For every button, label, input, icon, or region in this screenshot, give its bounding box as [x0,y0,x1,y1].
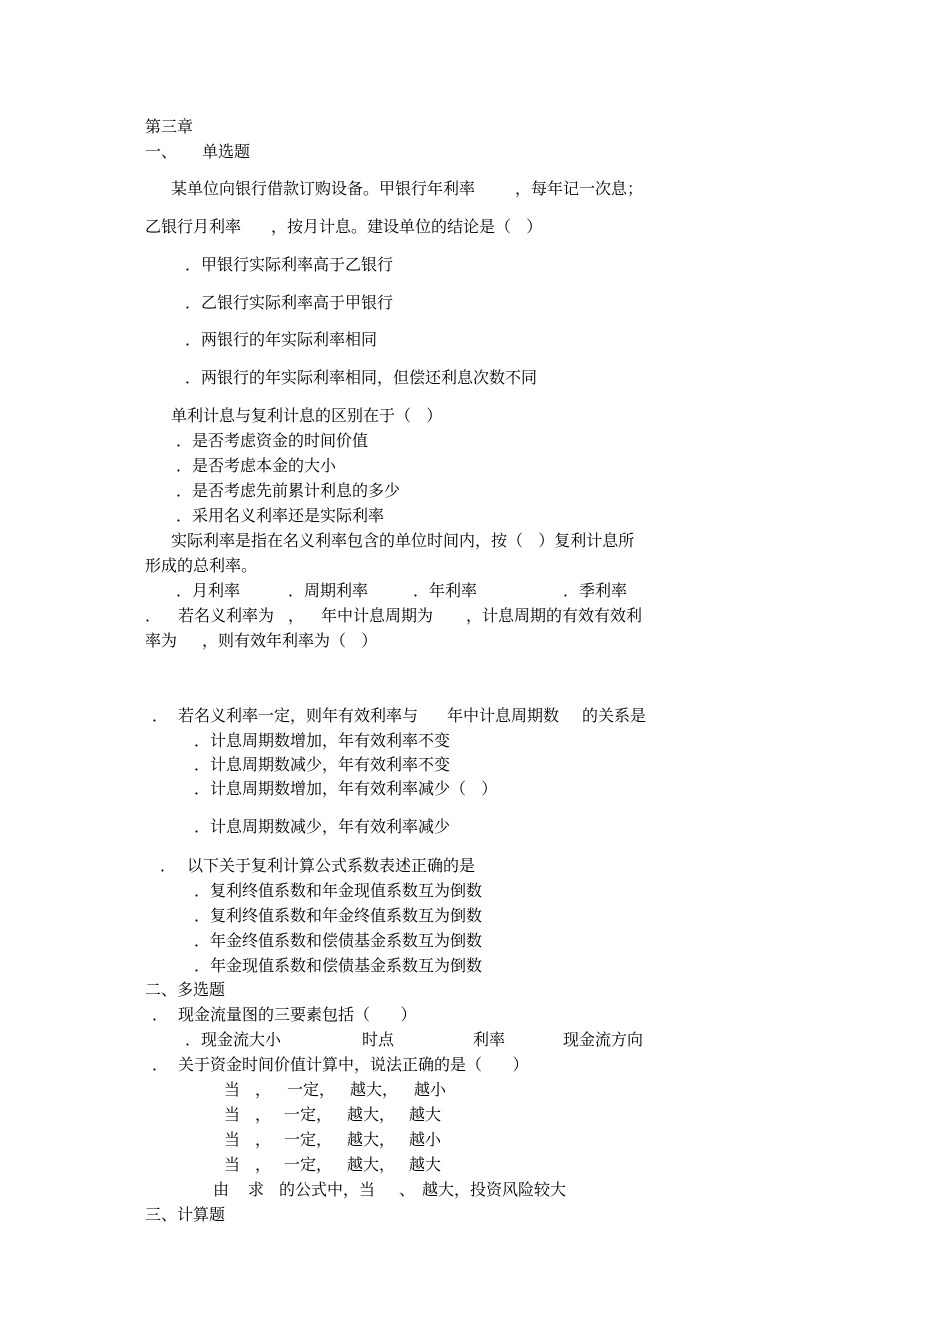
m2-row-word: 一定， [284,1155,333,1174]
q4-stem-d: ，计息周期的有效有效利 [466,606,643,625]
q4-stem-line2a: 率为 [145,631,178,650]
section1-title: 单选题 [202,142,251,161]
q4-number-dot: ． [145,606,162,625]
m2-row-word: ， [255,1130,272,1149]
q5-stem-c: 的关系是 [582,706,647,725]
q1-option: ．两银行的年实际利率相同 [185,330,378,349]
q3-stem-line2: 形成的总利率。 [145,556,258,575]
q3-option: ．季利率 [563,581,628,600]
m1-option: 时点 [362,1030,395,1049]
m2-last-word: 求 [248,1180,265,1199]
m1-option: 利率 [473,1030,506,1049]
m2-row-word: 越小 [409,1130,442,1149]
m2-row-word: 一定， [284,1105,333,1124]
q1-option: ．乙银行实际利率高于甲银行 [185,293,394,312]
section2-title: 二、多选题 [145,980,226,999]
q6-option: ．复利终值系数和年金终值系数互为倒数 [194,906,483,925]
m2-row-word: 当 [224,1105,241,1124]
q5-option: ．计息周期数增加，年有效利率不变 [194,731,451,750]
m2-last-word: 的公式中，当 [279,1180,376,1199]
m2-row-word: 一定， [287,1080,336,1099]
q3-option: ．月利率 [176,581,241,600]
chapter-title: 第三章 [145,117,194,136]
q6-option: ．年金现值系数和偿债基金系数互为倒数 [194,956,483,975]
q3-option: ．年利率 [413,581,478,600]
section1-number: 一、 [145,142,178,161]
q4-stem-c: 年中计息周期为 [321,606,434,625]
q2-option: ．是否考虑本金的大小 [176,456,337,475]
m2-row-word: 越大， [350,1080,399,1099]
q1-stem-line1b: ，每年记一次息； [515,179,644,198]
q1-stem-line2a: 乙银行月利率 [145,217,242,236]
m2-last-word: 、 [399,1180,416,1199]
m2-row-word: 越大， [347,1130,396,1149]
q5-option: ．计息周期数减少，年有效利率不变 [194,755,451,774]
q1-stem-line1: 某单位向银行借款订购设备。甲银行年利率 [171,179,476,198]
q2-option: ．是否考虑资金的时间价值 [176,431,369,450]
m2-row-word: 越大， [347,1105,396,1124]
q2-option: ．是否考虑先前累计利息的多少 [176,481,401,500]
q3-option: ．周期利率 [288,581,369,600]
q2-option: ．采用名义利率还是实际利率 [176,506,385,525]
q6-number-dot: ． [160,856,177,875]
m2-stem: 关于资金时间价值计算中，说法正确的是（ ） [178,1055,529,1074]
m1-option: 现金流方向 [563,1030,644,1049]
m2-row-word: ， [255,1155,272,1174]
m2-row-word: ， [255,1105,272,1124]
m2-row-word: 一定， [284,1130,333,1149]
m2-number-dot: ． [152,1055,169,1074]
q6-stem: 以下关于复利计算公式系数表述正确的是 [187,856,476,875]
m2-row-word: 越大， [347,1155,396,1174]
q1-option: ．两银行的年实际利率相同，但偿还利息次数不同 [185,368,538,387]
m2-row-word: 当 [224,1080,241,1099]
q4-stem-b: ， [288,606,305,625]
q5-option: ．计息周期数增加，年有效利率减少（ ） [194,779,498,798]
m1-option: ．现金流大小 [185,1030,282,1049]
m2-last-word: 越大，投资风险较大 [422,1180,567,1199]
m2-row-word: 越小 [414,1080,447,1099]
q4-stem-line2b: ，则有效年利率为（ ） [202,631,378,650]
q4-stem-a: 若名义利率为 [178,606,275,625]
q5-option: ．计息周期数减少，年有效利率减少 [194,817,451,836]
q2-stem: 单利计息与复利计息的区别在于（ ） [171,406,443,425]
q6-option: ．复利终值系数和年金现值系数互为倒数 [194,881,483,900]
m1-number-dot: ． [152,1005,169,1024]
q1-stem-line2b: ，按月计息。建设单位的结论是（ ） [271,217,543,236]
q6-option: ．年金终值系数和偿债基金系数互为倒数 [194,931,483,950]
m2-row-word: ， [255,1080,272,1099]
q1-option: ．甲银行实际利率高于乙银行 [185,255,394,274]
m1-stem: 现金流量图的三要素包括（ ） [178,1005,417,1024]
section3-title: 三、计算题 [145,1205,226,1224]
m2-row-word: 越大 [409,1105,442,1124]
q5-stem-b: 年中计息周期数 [447,706,560,725]
q3-stem-line1: 实际利率是指在名义利率包含的单位时间内，按（ ）复利计息所 [171,531,635,550]
m2-row-word: 当 [224,1155,241,1174]
m2-last-word: 由 [213,1180,230,1199]
q5-number-dot: ． [152,706,169,725]
q5-stem-a: 若名义利率一定，则年有效利率与 [178,706,419,725]
m2-row-word: 当 [224,1130,241,1149]
m2-row-word: 越大 [409,1155,442,1174]
